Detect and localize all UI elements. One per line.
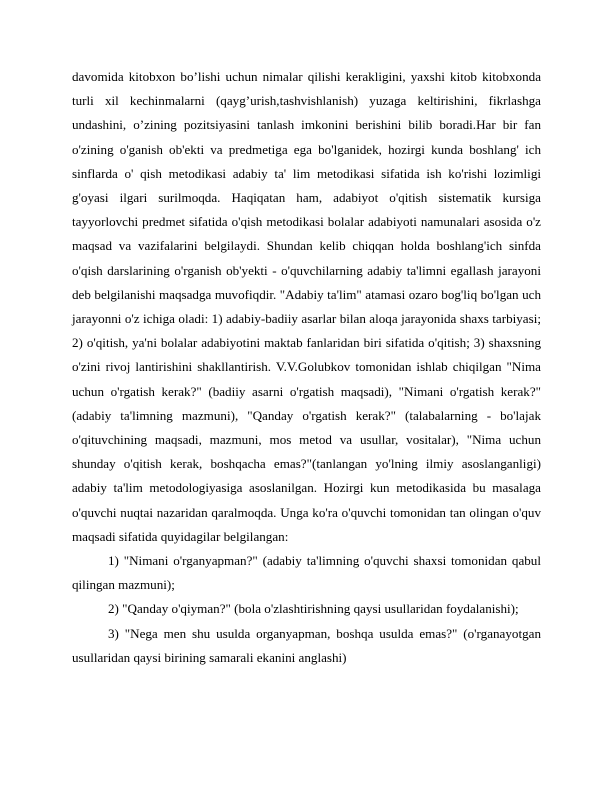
paragraph-main: davomida kitobxon bo’lishi uchun nimalar qilishi kerakligini, yaxshi kitob kitobxonda turli xil kechinmalarni (qayg’urish,tashvishlanish) yuzaga keltirishini, fikrlashga undashini, o’zining pozitsiyasini tanlash imkonini berishini bilib boradi.Har bir fan o'zining o'ganish ob'ekti va predmetiga ega bo'lganidek, hozirgi kunda boshlang' ich sinflarda o' qish metodikasi adabiy ta' lim metodikasi sifatida ish ko'rishi lozimligi g'oyasi ilgari surilmoqda. Haqiqatan ham, adabiyot o'qitish sistematik kursiga tayyorlovchi predmet sifatida o'qish metodikasi bolalar adabiyoti namunalari asosida o'z maqsad va vazifalarini belgilaydi. Shundan kelib chiqqan holda boshlang'ich sinfda o'qish darslarining o'rganish ob'yekti - o'quvchilarning adabiy ta'limni egallash jarayoni deb belgilanishi maqsadga muvofiqdir. "Adabiy ta'lim" atamasi ozaro bog'liq bo'lgan uch jarayonni o'z ichiga oladi: 1) adabiy-badiiy asarlar bilan aloqa jarayonida shaxs tarbiyasi; 2) o'qitish, ya'ni bolalar adabiyotini maktab fanlaridan biri sifatida o'qitish; 3) shaxsning o'zini rivoj lantirishini shakllantirish. V.V.Golubkov tomonidan ishlab chiqilgan "Nima uchun o'rgatish kerak?" (badiiy asarni o'rgatish maqsadi), "Nimani o'rgatish kerak?" (adabiy ta'limning mazmuni), "Qanday o'rgatish kerak?" (talabalarning - bo'lajak o'qituvchining maqsadi, mazmuni, mos metod va usullar, vositalar), "Nima uchun shunday o'qitish kerak, boshqacha emas?"(tanlangan yo'lning ilmiy asoslanganligi) adabiy ta'lim metodologiyasiga asoslanilgan. Hozirgi kun metodikasida bu masalaga o'quvchi nuqtai nazaridan qaralmoqda. Unga ko'ra o'quvchi tomonidan tan olingan o'quv maqsadi sifatida quyidagilar belgilangan: [72,69,541,544]
body-text [72,65,541,670]
list-item-3: 3) "Nega men shu usulda organyapman, boshqa usulda emas?" (o'rganayotgan usullaridan qaysi birining samarali ekanini anglashi) [72,625,541,665]
list-item-1: 1) "Nimani o'rganyapman?" (adabiy ta'limning o'quvchi shaxsi tomonidan qabul qilingan mazmuni); [72,553,541,593]
list-item-2: 2) "Qanday o'qiyman?" (bola o'zlashtirishning qaysi usullaridan foydalanishi); [108,601,519,617]
